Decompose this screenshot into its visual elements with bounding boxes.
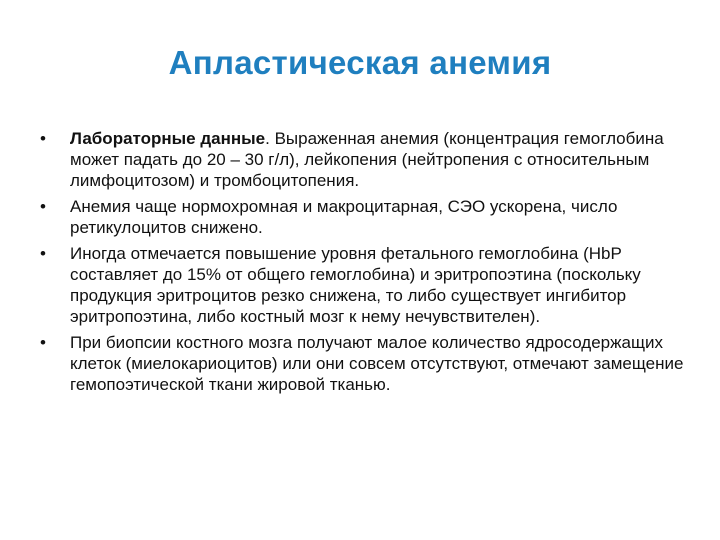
bullet-item-lab-data <box>40 128 690 191</box>
bullet-marker: • <box>40 129 46 148</box>
bullet-item-bone-marrow-biopsy <box>40 332 690 395</box>
bullet-item-anemia-type <box>40 196 690 238</box>
bullet-list <box>40 128 690 400</box>
bullet-marker: • <box>40 244 46 263</box>
bullet-text: При биопсии костного мозга получают малое количество ядросодержащих клеток (миелокариоцитов) или они совсем отсутствуют, отмечают замещение гемопоэтической ткани жировой тканью. <box>70 333 684 394</box>
bullet-item-fetal-hemoglobin <box>40 243 690 327</box>
bullet-text: . Выраженная анемия (концентрация гемоглобина может падать до 20 – 30 г/л), лейкопения (нейтропения с относительным лимфоцитозом) и тромбоцитопения. <box>70 129 664 190</box>
bullet-marker: • <box>40 197 46 216</box>
bullet-lead-label: Лабораторные данные <box>70 129 266 148</box>
bullet-marker: • <box>40 333 46 352</box>
slide-title: Апластическая анемия <box>168 44 552 81</box>
bullet-text: Анемия чаще нормохромная и макроцитарная, СЭО ускорена, число ретикулоцитов снижено. <box>70 197 618 237</box>
bullet-text: Иногда отмечается повышение уровня фетального гемоглобина (HbP составляет до 15% от общего гемоглобина) и эритропоэтина (поскольку продукция эритроцитов резко снижена, то либо существует ингибитор эритропоэтина, либо костный мозг к нему нечувствителен). <box>70 244 641 326</box>
